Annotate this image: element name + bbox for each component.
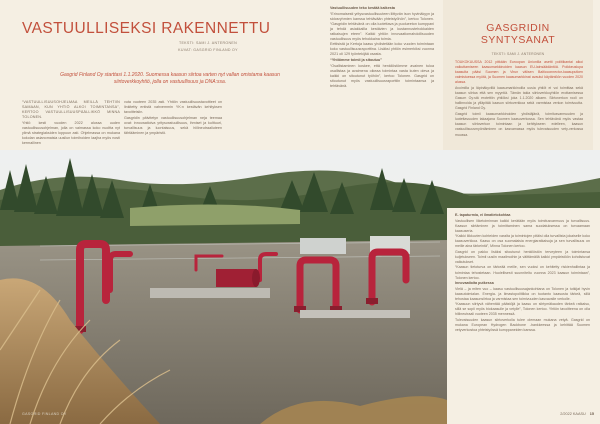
credit-text: TEKSTI: SAMI J. ANTERONEN xyxy=(178,41,238,45)
sidebar-title-line-1: GASGRIDIN xyxy=(486,22,550,34)
footer-brand: GASGRID FINLAND OY xyxy=(22,412,67,416)
col2-para-1: vuta vuoteen 2035 asti. Yhtiön vastuullisuustavoitteet on linkitetty entistä vahvemmin YK:n kestävän kehityksen tavoitteisiin. xyxy=(124,100,222,115)
panel-para-7: Tulevaisuuden kaasun siirtoverkolla tulee olemaan mukana vetyä. Gasgrid on mukana European Hydrogen Backbone -hankkeessa ja kehittää Suomen vetyverkostoa yhteistyössä kumppaneiden kanssa. xyxy=(455,317,590,333)
footer-issue: 2/2022 KAASU xyxy=(560,412,586,416)
panel-para-4: “Kaasun tietoturva on tärkeää meille, sen vuoksi on kehitetty riskienhallintaa ja toimintaa tehostetaan. Huolellisesti suunniteltu vuonna 2023 kaasun toimintaan”, Tolonen kertoo. xyxy=(455,265,590,280)
page-footer xyxy=(528,412,594,416)
page-number: 15 xyxy=(589,412,594,416)
col2-para-2: Gasgridin päivitetyn vastuullisuusohjelman neja teemaa ovat: innovaatioiva yritysvastuullisuus, ihmiset ja kulttuuri, turvallisuus ja luontaisuus, sekä hiilineutraaliuteen tähtääminen ja ympäristö. xyxy=(124,115,222,135)
panel-subheading-2: Innovaatioita putkessa xyxy=(455,281,494,286)
panel-para-6: “Kaasuun siirtyvä vähentää päästöjä ja kaasu on siirtymäkauden tärkeä ratkaisu, sillä se sopii myös biokaasulle ja vetylle”, Tolonen kertoo. Yhtiön tavoitteena on olla hiilineutraali vuoteen 2035 mennessä. xyxy=(455,302,590,317)
panel-para-2: “Kaikki liikkuvien kohteiden varalta ja toimintojen pitäisi olla turvallista jokaiselle koko kaasuverkkoa. Kaasu on osa suomalaisia energiaratkaisuja ja sen turvallisuus on meille aina tärkeintä”, Minna Tolonen kertoo. xyxy=(455,234,590,249)
col1-para-2: Yhtiö kesti vuoden 2022 alussa uuden vastuullisuusohjelman, jolla on vaimassa koko nuoltta nyt ylimä strategiaksiden loppuun asti. Ohjelmassa on mukana kokolan asianomaisia uusilun toimihoiden laajha myös nosti kermallinen xyxy=(22,120,120,145)
column-1 xyxy=(22,100,120,146)
sidebar-para-1: TOUKOKUUSSA 2012 pitkään Euroopan Unionilla asetti politiikantai alkoi vaikuttamiseen kaasumarkkinoiden kaasun EU-lainsäädäntöä. Poikkeuslupa kaasulta pääsi Suomen ja Virun välisen Balticconnector-kaasuputken valmistuessa myötä, ja Suomen kaasumarkkinat avautui käytäntöön vuoden 2020 alussa. xyxy=(455,60,583,85)
col1-para-1: “VASTUULLISUUSOHJELMAA MEILLÄ TEHTIIN SAMAAN, KUN YHTIÖ ALKOI TOIMINTANSA”, KERTOO VASTUULLISUUSPÄÄLLIKKÖ MINNA TOLONEN. xyxy=(22,100,120,120)
panel-para-1: Vastuullisen liiketoiminnan kaikki kerätään myös toimitusvarmuus ja turvallisuus. Kaasun siirtäminen ja toimittaminen sama suodatuksessa on turvaamaan kaasuseria. xyxy=(455,218,590,233)
col3-heading-b: “Yhtiömme toimii ja sitoutuu” xyxy=(330,57,383,62)
sidebar-title-line-2: SYNTYSANAT xyxy=(480,34,556,46)
text-panel xyxy=(455,213,590,334)
col3-heading: Vastuullisuuden teko kestää kaikesta xyxy=(330,6,395,10)
column-2 xyxy=(124,100,222,136)
article-title: VASTUULLISEKSI RAKENNETTU xyxy=(22,20,271,37)
sidebar-title xyxy=(448,22,588,46)
panel-para-5: Vielä – ja miten vuo – kaasu vastuullisuusajankohtana on Tolonen ja tutkijat hyvin kaasutoimialan. Energia- ja ilmastopolitiikka on tuotanto kaasusta tärkeä, sillä tehostaa kaasunsiirtoa ja varmistaa sen toimivuuden kasvavalle verkolle. xyxy=(455,286,590,301)
sidebar-para-3: Gasgrid toimii kaasumarkkinoiden yhdistäjänä, toimitusvarmuuden ja luotettavuuden takaajana Suomen kaasuverkossa. Sen tehtävänä myös vastaa kaasun siirtoverkon toimintaan ja kehitykseen edelleen, kaasun vastuullisuusmyöntäminen on kasvamassa myös tulevaisuuden vety-verkossa muussa. xyxy=(455,112,583,137)
panel-para-3: Gasgrid on pakko lisäksi sitoutunut henkilöstön terveyteen ja toimintansa kuljetukseen. Toimii uusiin maailmoihin ja välttämällä kaikki ympäristöön kohdistuvat vaikutukset. xyxy=(455,249,590,264)
column-3 xyxy=(330,6,434,89)
sidebar-body xyxy=(455,60,583,138)
sidebar-credit: TEKSTI: SAMI J. ANTERONEN xyxy=(491,52,545,56)
sidebar-para-2: Avoimilla ja läpinäkyvillä kaasumarkkinoilla uusia yhtiöt ei voi toimittaa sekä kaasun siirtoa että sen myyntiä. Tämän takia siirtoverkkoyhtiön erottamisessa Gasum Oy:stä erotettiin yhtiöksi joka 1.1.2020 alkaen. Siirtoverkon rooli on hallinnoida ja ylläpitää kaasun siirtoverkkoa sekä varmistaa verkon toimivuutta. Gasgrid Finland Oy. xyxy=(455,86,583,111)
panel-subheading-1: E- tapaturmia, ei ilmatietokohtaa xyxy=(455,213,511,217)
credit-photo: KUVAT: GASGRID FINLAND OY xyxy=(178,48,238,52)
article-lead: Gasgrid Finland Oy starttasi 1.1.2020. Suomessa kaasun siirtoa varten nyt vallan omistama kaasun siirtoverkkoyhtiö, jolla on vastuullisuus ja DNA:ssa. xyxy=(60,72,280,85)
col3-para-3: “Osallistaminen koskee, että henkilöstömme avainen tuloa osallistaa ja avaimena oikeaa toimintaa vasta kuten oleva ja kaikki on sitoutunut työhön”, kertoo Tolonen. Gasgrid on sitoutunut myös vastuullisuusraporttiin toimintaansa ja tehtävänä. xyxy=(330,63,434,88)
col3-para-2: Eettisistä ja Kertoja kaasu yhdistetään koko vuoden toimintaan koko vastuullisuusraporttina. Lisäksi yhtiön esimerkiksi vuonna 2021 oli 129 työntekijää osasta. xyxy=(330,42,434,57)
col3-para-1: “Erinomaisesti yritysvastuullisuuteen liittyvän ison hyvinäkyyn ja sidosryhmien kanssa tehtävään yhteistyöhön”, kertoo Tolonen. “Gasgridin tehtävänä on olla luotettava ja puolueeton kumppani ja tehdä asiakkailla kestävien ja kustannustehokkaiden ratkaisujen eteen”. Kaikki yhtiön innovaatiomahdollisuuden vastuullisuus myös tehokkaina toimia. xyxy=(330,11,434,41)
